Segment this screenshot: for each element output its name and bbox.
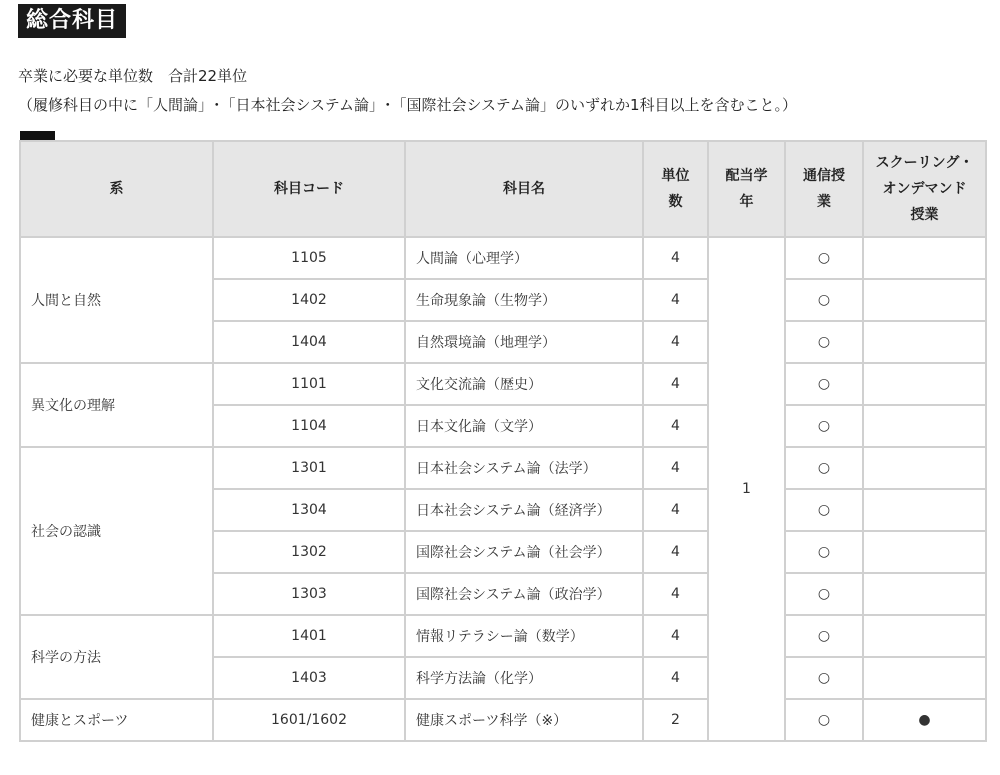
- course-name: 科学方法論（化学）: [405, 657, 643, 699]
- correspondence-mark: ○: [785, 657, 863, 699]
- table-row: [20, 363, 986, 405]
- system-cell: 社会の認識: [20, 447, 213, 615]
- course-credits: 4: [643, 657, 708, 699]
- course-name: 健康スポーツ科学（※）: [405, 699, 643, 741]
- system-cell: 人間と自然: [20, 237, 213, 363]
- header-credits-line2: 数: [668, 194, 683, 210]
- schooling-mark: [863, 657, 986, 699]
- correspondence-mark: ○: [785, 321, 863, 363]
- schooling-mark: ●: [863, 699, 986, 741]
- correspondence-mark: ○: [785, 615, 863, 657]
- schooling-mark: [863, 447, 986, 489]
- page-title: 総合科目: [18, 4, 126, 38]
- correspondence-mark: ○: [785, 279, 863, 321]
- header-code: 科目コード: [213, 141, 405, 237]
- schooling-mark: [863, 237, 986, 279]
- header-name: 科目名: [405, 141, 643, 237]
- course-credits: 4: [643, 405, 708, 447]
- header-sch-line2: オンデマンド: [882, 181, 967, 197]
- header-credits-line1: 単位: [661, 168, 690, 184]
- schooling-mark: [863, 363, 986, 405]
- course-credits: 4: [643, 321, 708, 363]
- header-credits: [643, 141, 708, 237]
- header-correspondence: [785, 141, 863, 237]
- course-name: 自然環境論（地理学）: [405, 321, 643, 363]
- system-cell: 健康とスポーツ: [20, 699, 213, 741]
- correspondence-mark: ○: [785, 405, 863, 447]
- course-code: 1101: [213, 363, 405, 405]
- title-block: [18, 4, 126, 38]
- header-sch-line3: 授業: [910, 207, 939, 223]
- header-schooling: [863, 141, 986, 237]
- table-header-row: [20, 141, 986, 237]
- schooling-mark: [863, 573, 986, 615]
- correspondence-mark: ○: [785, 447, 863, 489]
- assigned-year: 1: [708, 237, 785, 741]
- course-name: 文化交流論（歴史）: [405, 363, 643, 405]
- correspondence-mark: ○: [785, 489, 863, 531]
- course-table: [19, 140, 987, 742]
- schooling-mark: [863, 279, 986, 321]
- course-name: 日本社会システム論（経済学）: [405, 489, 643, 531]
- table-row: [20, 699, 986, 741]
- schooling-mark: [863, 321, 986, 363]
- header-corr-line2: 業: [817, 194, 831, 210]
- course-code: 1104: [213, 405, 405, 447]
- course-credits: 4: [643, 531, 708, 573]
- header-year-line2: 年: [739, 194, 754, 210]
- course-code: 1402: [213, 279, 405, 321]
- requirements-line-2: （履修科目の中に「人間論」･「日本社会システム論」･「国際社会システム論」のいずれか1科目以上を含むこと。）: [18, 96, 798, 114]
- course-code: 1302: [213, 531, 405, 573]
- schooling-mark: [863, 615, 986, 657]
- course-credits: 4: [643, 489, 708, 531]
- course-code: 1301: [213, 447, 405, 489]
- system-cell: 科学の方法: [20, 615, 213, 699]
- table-row: [20, 447, 986, 489]
- course-credits: 4: [643, 573, 708, 615]
- schooling-mark: [863, 405, 986, 447]
- correspondence-mark: ○: [785, 573, 863, 615]
- course-credits: 4: [643, 447, 708, 489]
- course-name: 情報リテラシー論（数学）: [405, 615, 643, 657]
- course-credits: 4: [643, 615, 708, 657]
- correspondence-mark: ○: [785, 237, 863, 279]
- course-name: 日本文化論（文学）: [405, 405, 643, 447]
- course-credits: 2: [643, 699, 708, 741]
- schooling-mark: [863, 489, 986, 531]
- header-year-line1: 配当学: [725, 168, 768, 184]
- course-code: 1105: [213, 237, 405, 279]
- course-name: 国際社会システム論（政治学）: [405, 573, 643, 615]
- course-name: 日本社会システム論（法学）: [405, 447, 643, 489]
- course-name: 生命現象論（生物学）: [405, 279, 643, 321]
- header-corr-line1: 通信授: [803, 168, 845, 184]
- course-code: 1403: [213, 657, 405, 699]
- requirements-description: [18, 62, 797, 120]
- course-name: 国際社会システム論（社会学）: [405, 531, 643, 573]
- header-year: [708, 141, 785, 237]
- requirements-line-1: 卒業に必要な単位数 合計22単位: [18, 67, 248, 85]
- course-credits: 4: [643, 237, 708, 279]
- schooling-mark: [863, 531, 986, 573]
- course-credits: 4: [643, 279, 708, 321]
- correspondence-mark: ○: [785, 363, 863, 405]
- system-cell: 異文化の理解: [20, 363, 213, 447]
- course-code: 1401: [213, 615, 405, 657]
- course-code: 1303: [213, 573, 405, 615]
- course-name: 人間論（心理学）: [405, 237, 643, 279]
- course-credits: 4: [643, 363, 708, 405]
- header-sch-line1: スクーリング・: [875, 155, 974, 171]
- course-code: 1304: [213, 489, 405, 531]
- table-row: [20, 615, 986, 657]
- course-code: 1404: [213, 321, 405, 363]
- correspondence-mark: ○: [785, 699, 863, 741]
- correspondence-mark: ○: [785, 531, 863, 573]
- table-row: [20, 237, 986, 279]
- header-system: 系: [20, 141, 213, 237]
- course-code: 1601/1602: [213, 699, 405, 741]
